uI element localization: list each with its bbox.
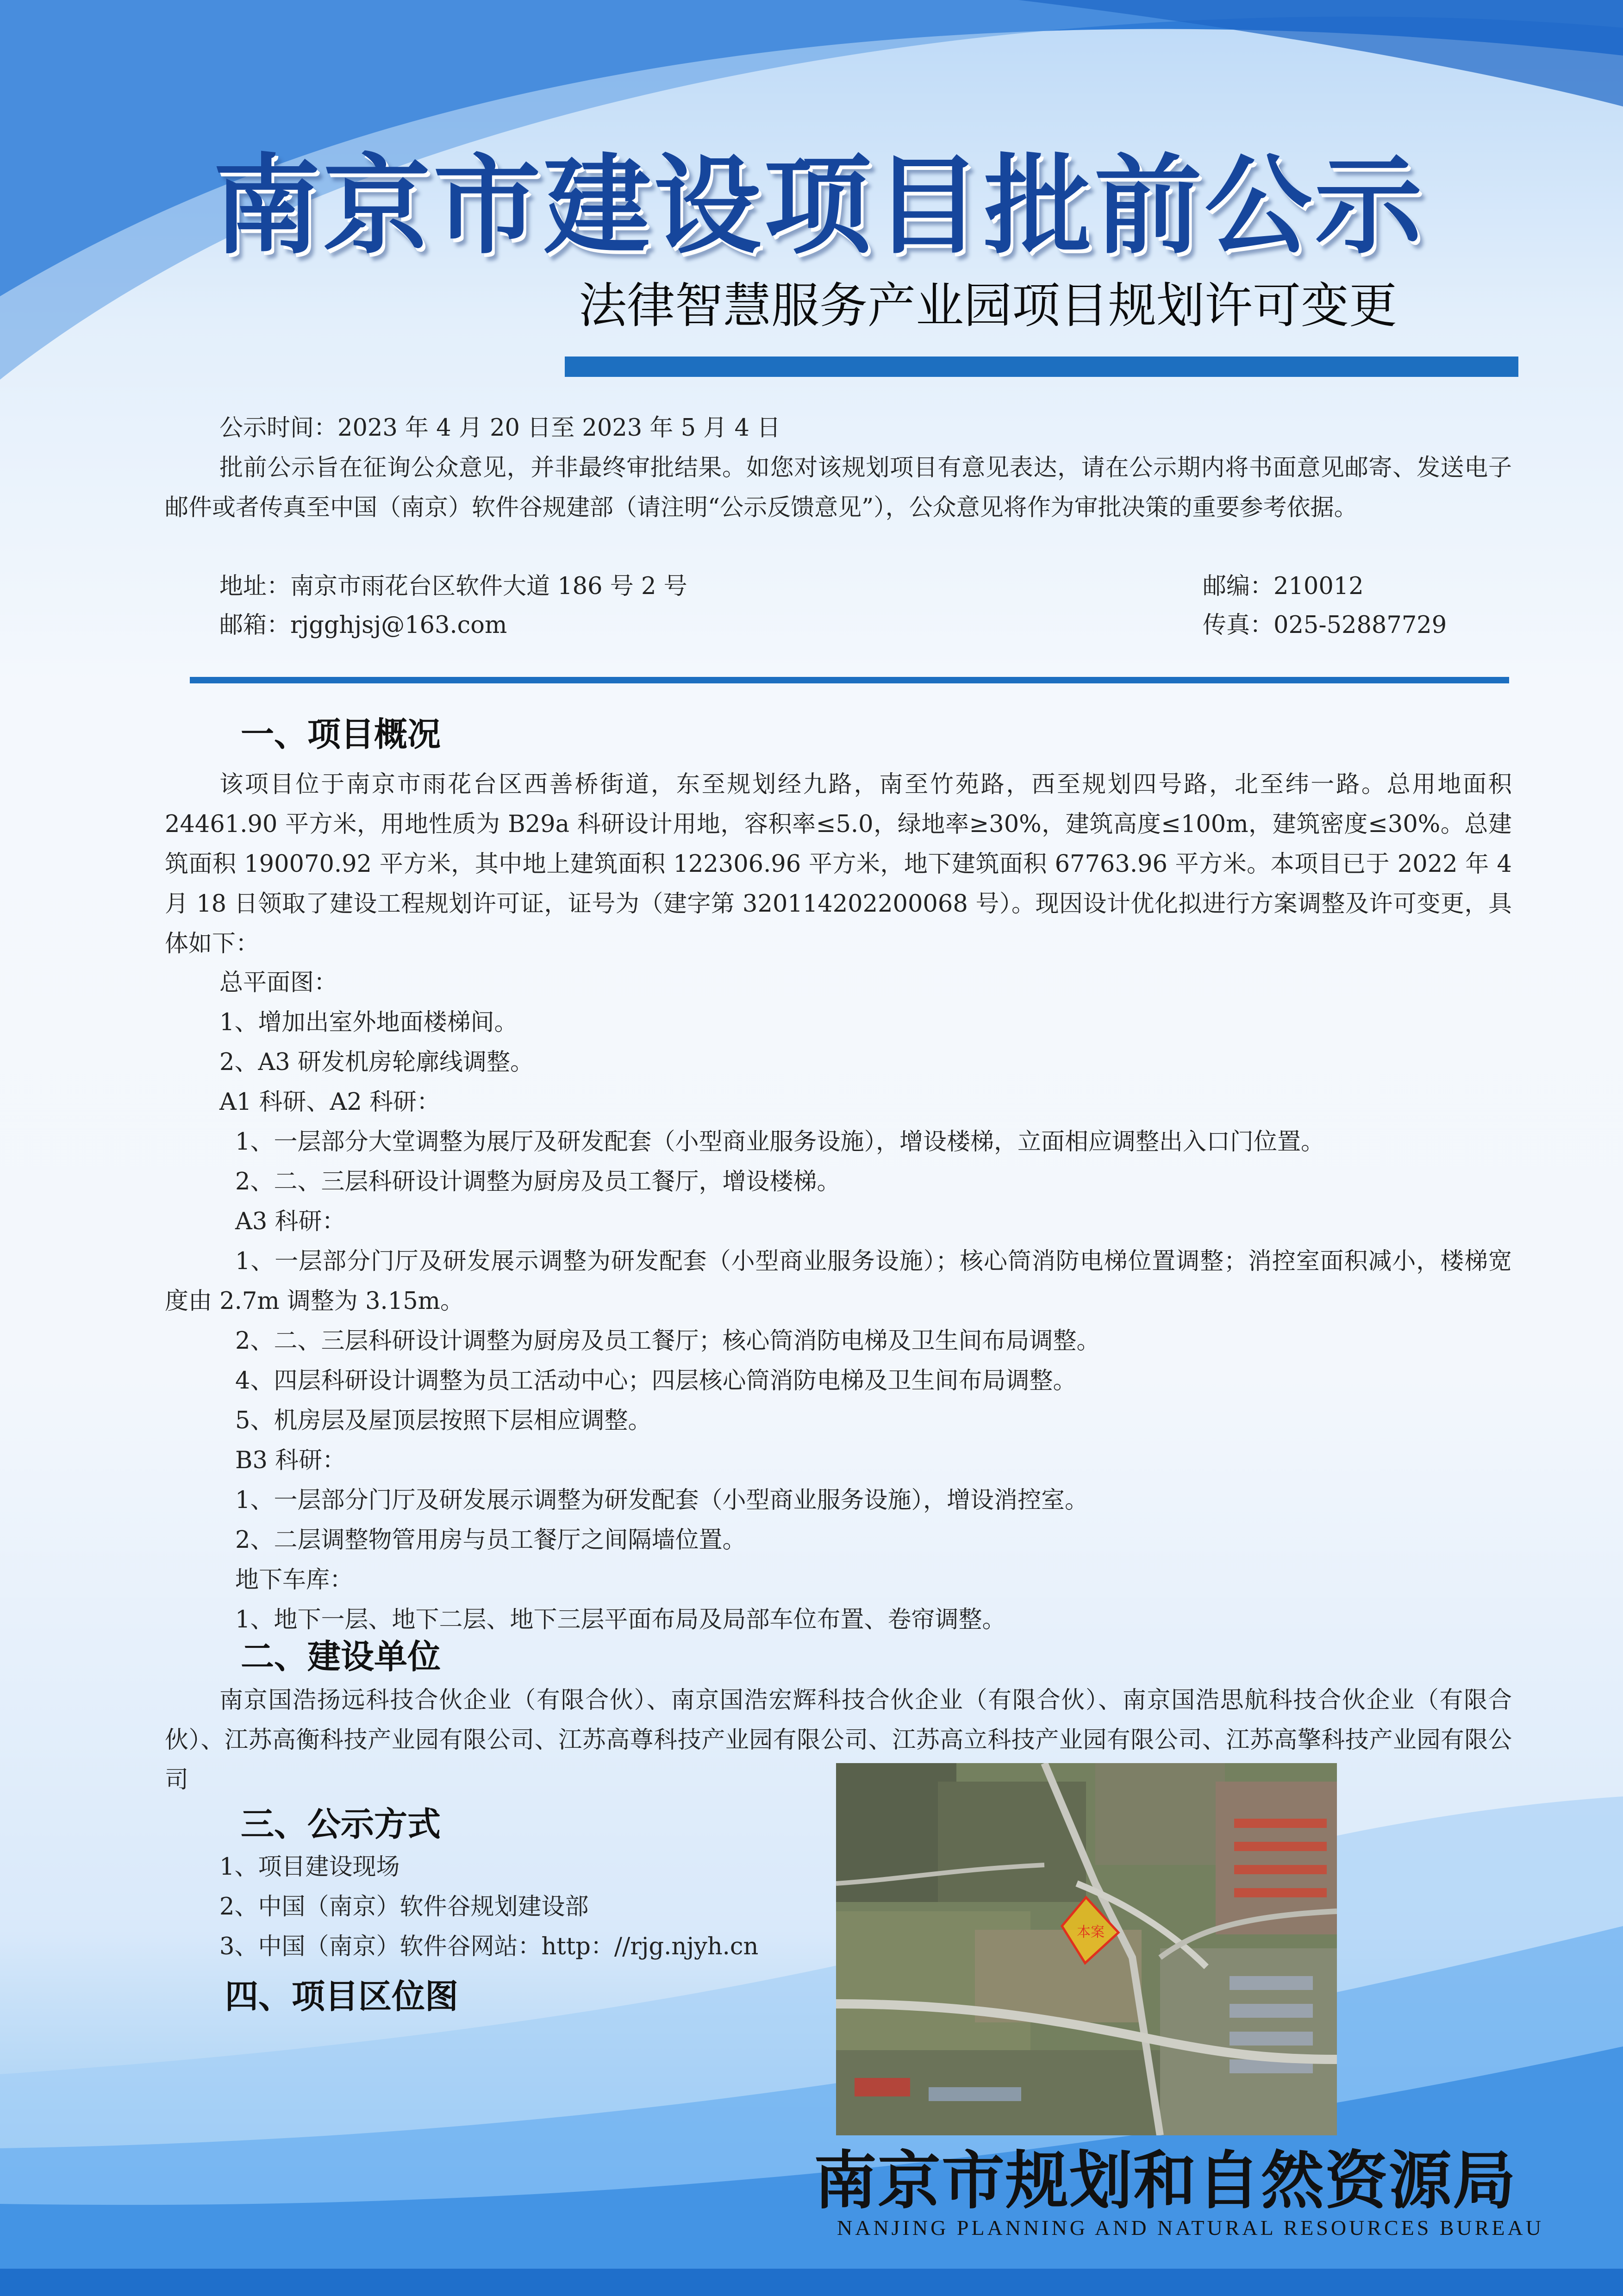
overview-body: 该项目位于南京市雨花台区西善桥街道，东至规划经九路，南至竹苑路，西至规划四号路，北至纬一路。总用地面积 24461.90 平方米，用地性质为 B29a 科研设计用地，容积率≤5.0，绿地率≥30%，建筑高度≤100m，建筑密度≤30%。总建筑面积 190070.92 平方米，其中地上建筑面积 122306.96 平方米，地下建筑面积 67763.96 平方米。本项目已于 2022 年 4 月 18 日领取了建设工程规划许可证，证号为（建字第 320114202200068 号）。现因设计优化拟进行方案调整及许可变更，具体如下： <box>165 771 1512 957</box>
list-item: 4、四层科研设计调整为员工活动中心；四层核心筒消防电梯及卫生间布局调整。 <box>235 1367 1077 1395</box>
location-map <box>836 1763 1337 2135</box>
site-marker-label: 本案 <box>1077 1924 1105 1940</box>
garage-label: 地下车库： <box>235 1566 354 1594</box>
notice-email: 邮箱：rjgghjsj@163.com <box>219 612 507 639</box>
list-item: 2、二层调整物管用房与员工餐厅之间隔墙位置。 <box>235 1526 746 1554</box>
list-item: 2、二、三层科研设计调整为厨房及员工餐厅；核心筒消防电梯及卫生间布局调整。 <box>235 1327 1100 1355</box>
notice-intro: 批前公示旨在征询公众意见，并非最终审批结果。如您对该规划项目有意见表达，请在公示期内将书面意见邮寄、发送电子邮件或者传真至中国（南京）软件谷规建部（请注明“公示反馈意见”），公众意见将作为审批决策的重要参考依据。 <box>165 454 1512 521</box>
org-name: 南京市规划和自然资源局 <box>814 2144 1517 2218</box>
notice-period: 公示时间：2023 年 4 月 20 日至 2023 年 5 月 4 日 <box>219 414 781 442</box>
section-heading-method: 三、公示方式 <box>241 1805 441 1844</box>
list-item: 5、机房层及屋顶层按照下层相应调整。 <box>235 1407 652 1434</box>
builder-body: 南京国浩扬远科技合伙企业（有限合伙）、南京国浩宏辉科技合伙企业（有限合伙）、南京国浩思航科技合伙企业（有限合伙）、江苏高衡科技产业园有限公司、江苏高尊科技产业园有限公司、江苏高立科技产业园有限公司、江苏高擎科技产业园有限公司 <box>165 1687 1512 1794</box>
page-title: 南京市建设项目批前公示 <box>213 144 1425 269</box>
page-subtitle: 法律智慧服务产业园项目规划许可变更 <box>579 277 1398 334</box>
list-item: 2、中国（南京）软件谷规划建设部 <box>219 1893 589 1921</box>
notice-address: 地址：南京市雨花台区软件大道 186 号 2 号 <box>219 573 687 600</box>
notice-fax: 传真：025-52887729 <box>1203 612 1447 639</box>
subtitle-underline <box>565 357 1518 377</box>
org-name-english: NANJING PLANNING AND NATURAL RESOURCES BUREAU <box>837 2216 1544 2240</box>
list-item: 1、一层部分门厅及研发展示调整为研发配套（小型商业服务设施）；核心筒消防电梯位置调整；消控室面积减小，楼梯宽度由 2.7m 调整为 3.15m。 <box>165 1248 1512 1315</box>
section-divider <box>190 677 1509 683</box>
list-item: 2、二、三层科研设计调整为厨房及员工餐厅，增设楼梯。 <box>235 1168 841 1195</box>
list-item: 3、中国（南京）软件谷网站：http：//rjg.njyh.cn <box>219 1933 759 1960</box>
site-boundary <box>836 1763 1337 2135</box>
list-item: 1、一层部分大堂调整为展厅及研发配套（小型商业服务设施），增设楼梯，立面相应调整出入口门位置。 <box>235 1128 1324 1156</box>
plan-label: 总平面图： <box>219 969 338 996</box>
list-item: 1、增加出室外地面楼梯间。 <box>219 1009 518 1036</box>
bottom-band <box>0 2269 1623 2296</box>
notice-postcode: 邮编：210012 <box>1203 573 1364 600</box>
list-item: 1、项目建设现场 <box>219 1853 400 1881</box>
section-heading-overview: 一、项目概况 <box>241 715 441 754</box>
list-item: 2、A3 研发机房轮廓线调整。 <box>219 1049 534 1076</box>
b3-label: B3 科研： <box>235 1447 346 1474</box>
list-item: 1、地下一层、地下二层、地下三层平面布局及局部车位布置、卷帘调整。 <box>235 1606 1006 1633</box>
section-heading-location-map: 四、项目区位图 <box>225 1977 459 2016</box>
a12-label: A1 科研、A2 科研： <box>219 1089 440 1116</box>
section-heading-builder: 二、建设单位 <box>241 1637 441 1676</box>
list-item: 1、一层部分门厅及研发展示调整为研发配套（小型商业服务设施），增设消控室。 <box>235 1487 1088 1514</box>
a3-label: A3 科研： <box>235 1208 346 1235</box>
